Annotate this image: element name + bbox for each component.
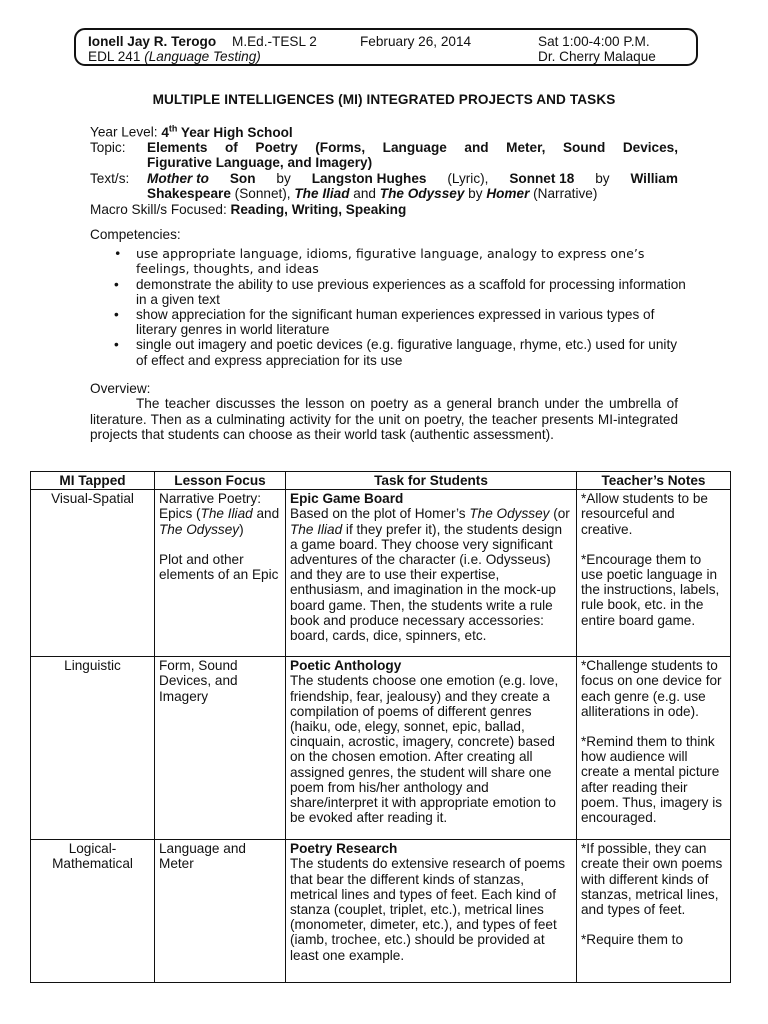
overview-label: Overview: (90, 381, 151, 396)
texts: Text/s: Mother to Son by Langston Hughes (Lyric), Sonnet 18 by William (90, 170, 678, 186)
overview (90, 381, 678, 442)
table-row (31, 840, 731, 983)
task-title: Poetry Research (290, 841, 398, 857)
table-row (31, 657, 731, 840)
competency-item: • single out imagery and poetic devices (e.g. figurative language, rhyme, etc.) used for unity of effect and express appreciation for its use (136, 337, 690, 367)
macro-skills: Macro Skill/s Focused: Reading, Writing, Speaking (90, 201, 407, 217)
table-header-row (31, 472, 731, 490)
overview-text: The teacher discusses the lesson on poetry as a general branch under the umbrella of literature. Then as a culminating activity for the unit on poetry, the teacher presents MI-integrated projects that students can choose as their world task (authentic assessment). (90, 396, 678, 442)
column-header: Teacher’s Notes (577, 472, 731, 490)
class-schedule: Sat 1:00-4:00 P.M. (538, 34, 650, 49)
mi-tasks-table (30, 471, 731, 983)
lesson-meta (90, 121, 678, 217)
column-header: Lesson Focus (155, 472, 286, 490)
lesson-focus-cell: Narrative Poetry: Epics (The Iliad and The Odyssey) Plot and other elements of an Epic (155, 490, 286, 657)
document-date: February 26, 2014 (360, 34, 472, 49)
mi-tapped-cell: Logical-Mathematical (31, 840, 155, 983)
teacher-notes-cell: *Challenge students to focus on one device for each genre (e.g. use alliterations in ode). *Remind them to think how audience will create a mental picture after reading their poem. Thus, imagery is encouraged. (577, 657, 731, 840)
task-cell: Epic Game Board Based on the plot of Homer’s The Odyssey (or The Iliad if they prefer it), the students design a game board. They choose very significant adventures of the character (i.e. Odysseus) and they are to use their expertise, enthusiasm, and imagination in the mock-up board game. Then, the students write a rule book and produce necessary accessories: board, cards, dice, spinners, etc. (286, 490, 577, 657)
competencies (90, 227, 690, 368)
task-title: Epic Game Board (290, 491, 404, 507)
mi-tapped-cell: Linguistic (31, 657, 155, 840)
column-header: Task for Students (286, 472, 577, 490)
task-cell: Poetry Research The students do extensive research of poems that bear the different kinds of stanzas, metrical lines and types of feet. Each kind of stanza (couplet, triplet, etc.), metrical lines (monometer, dimeter, etc.), and types of feet (iamb, trochee, etc.) should be provided at least one example. (286, 840, 577, 983)
professor-name: Dr. Cherry Malaque (538, 49, 656, 64)
topic-line-2: Figurative Language, and Imagery) (147, 155, 373, 171)
teacher-notes-cell: *If possible, they can create their own poems with different kinds of stanzas, metrical lines, and types of feet. *Require them to (577, 840, 731, 983)
author-name: Ionell Jay R. Terogo (88, 34, 217, 49)
competencies-label: Competencies: (90, 227, 181, 242)
mi-tapped-cell: Visual-Spatial (31, 490, 155, 657)
task-cell: Poetic Anthology The students choose one emotion (e.g. love, friendship, fear, jealousy) and they create a compilation of poems of different genres (haiku, ode, elegy, sonnet, epic, ballad, cinquain, acrostic, imagery, concrete) based on the chosen emotion. After creating all assigned genres, the student will share one poem from his/her anthology and share/interpret it with appropriate emotion to be evoked after reading it. (286, 657, 577, 840)
competency-item: • use appropriate language, idioms, figurative language, analogy to express one’s feelings, thoughts, and ideas (136, 246, 690, 276)
page-title: MULTIPLE INTELLIGENCES (MI) INTEGRATED PROJECTS AND TASKS (152, 92, 616, 107)
course-code: EDL 241 (Language Testing) (88, 49, 261, 64)
competency-item: • demonstrate the ability to use previous experiences as a scaffold for processing information in a given text (136, 277, 690, 307)
lesson-focus-cell: Form, Sound Devices, and Imagery (155, 657, 286, 840)
year-level: Year Level: 4th Year High School (90, 123, 293, 140)
lesson-focus-cell: Language and Meter (155, 840, 286, 983)
task-title: Poetic Anthology (290, 658, 402, 674)
author-degree: M.Ed.-TESL 2 (232, 34, 317, 49)
document-header (74, 28, 698, 66)
texts-line-2: Shakespeare (Sonnet), The Iliad and The Odyssey by Homer (Narrative) (147, 186, 598, 202)
teacher-notes-cell: *Allow students to be resourceful and creative. *Encourage them to use poetic language in the instructions, labels, rule book, etc. in the entire board game. (577, 490, 731, 657)
table-row (31, 490, 731, 657)
column-header: MI Tapped (31, 472, 155, 490)
competency-item: • show appreciation for the significant human experiences expressed in various types of literary genres in world literature (136, 307, 690, 337)
topic: Topic: Elements of Poetry (Forms, Language and Meter, Sound Devices, (90, 139, 678, 155)
